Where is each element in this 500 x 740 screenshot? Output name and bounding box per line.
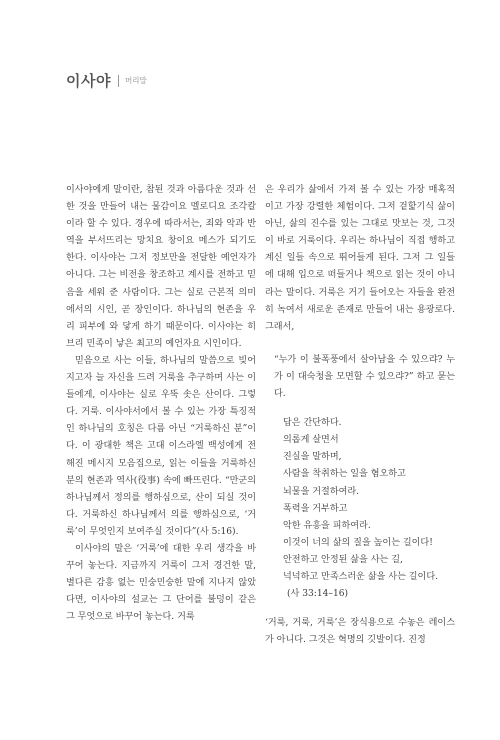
quotation: “누가 이 불폭풍에서 살아남을 수 있으랴? 누가 이 대숙청을 모면할 수 있으랴?” 하고 묻는다. [274,354,455,400]
verse-line: 의롭게 살면서 [283,435,339,446]
spacer [265,603,455,615]
right-column [265,182,455,649]
verse-line: 진실을 말하며, [283,452,342,463]
verse-line: 이것이 너의 삶의 질을 높이는 길이다! [283,537,433,548]
verse-block [265,415,455,603]
verse-line: 폭력을 거부하고 [283,503,348,514]
book-title: 이사야 [66,72,111,90]
title-divider [118,75,119,87]
paragraph-1: 이사야에게 말이란, 참된 것과 아름다운 것과 선한 것을 만들어 내는 물감이요 멜로디요 조각칼이라 할 수 있다. 경우에 따라서는, 죄와 악과 반역을 부서뜨리는 망치요 창이요 메스가 되기도 한다. 이사야는 그저 정보만을 전달한 예언자가 아니다. 그는 비전을 창조하고 계시를 전하고 믿음을 세워 준 사람이다. 그는 실로 근본적 의미에서의 시인, 곧 장인이다. 하나님의 현존을 우리 피부에 와 닿게 하기 때문이다. 이사야는 히브리 민족이 낳은 최고의 예언자요 시인이다. [66,185,256,349]
paragraph-3: 이사야의 말은 ‘거룩’에 대한 우리 생각을 바꾸어 놓는다. 지금까지 거룩이 그저 경건한 말, 별다른 감흥 없는 민숭민숭한 말에 지나지 않았다면, 이사야의 설교는 그 단어를 불덩이 같은 그 무엇으로 바꾸어 놓는다. 거룩 [66,543,256,623]
paragraph-2: 믿음으로 사는 이들, 하나님의 말씀으로 빚어지고자 늘 자신을 드려 거룩을 추구하며 사는 이들에게, 이사야는 실로 우뚝 솟은 산이다. 그렇다. 거룩. 이사야서에서 볼 수 있는 가장 특징적인 하나님의 호칭은 다름 아닌 “거룩하신 분”이다. 이 광대한 책은 고대 이스라엘 백성에게 전해진 메시지 모음집으로, 읽는 이들을 거룩하신 분의 현존과 역사(役事) 속에 빠뜨린다. “만군의 하나님께서 정의를 행하심으로, 산이 되실 것이다. 거룩하신 하나님께서 의를 행하심으로, ‘거룩’이 무엇인지 보여주실 것이다”(사 5:16). [66,355,256,537]
verse-line: 답은 간단하다. [283,418,342,429]
verse-line: 뇌물을 거절하여라. [283,486,360,497]
verse-line: 넉넉하고 만족스러운 삶을 사는 길이다. [283,571,439,582]
left-column [66,182,256,626]
verse-line: 사람을 착취하는 일을 혐오하고 [283,469,406,480]
paragraph-final: ‘거룩, 거룩, 거룩’은 장식용으로 수놓은 레이스가 아니다. 그것은 혁명의 깃발이다. 진정 [265,618,455,646]
section-label: 머리말 [124,76,147,85]
scripture-citation: (사 33:14–16) [287,589,349,600]
paragraph-continued: 은 우리가 삶에서 가져 볼 수 있는 가장 매혹적이고 가장 강렬한 체험이다. 그저 겉핥기식 삶이 아닌, 삶의 진수를 있는 그대로 맛보는 것, 그것이 바로 거룩이다. 우리는 하나님이 직접 행하고 계신 일들 속으로 뛰어들게 된다. 그저 그 일들에 대해 입으로 떠들거나 책으로 읽는 것이 아니라는 말이다. 거룩은 거기 들어오는 자들을 완전히 녹여서 새로운 존재로 만들어 내는 용광로다. 그래서, [265,185,455,332]
verse-line: 악한 유흥을 피하여라. [283,520,371,531]
page-header [66,70,147,91]
verse-line: 안전하고 안정된 삶을 사는 길, [283,554,403,565]
